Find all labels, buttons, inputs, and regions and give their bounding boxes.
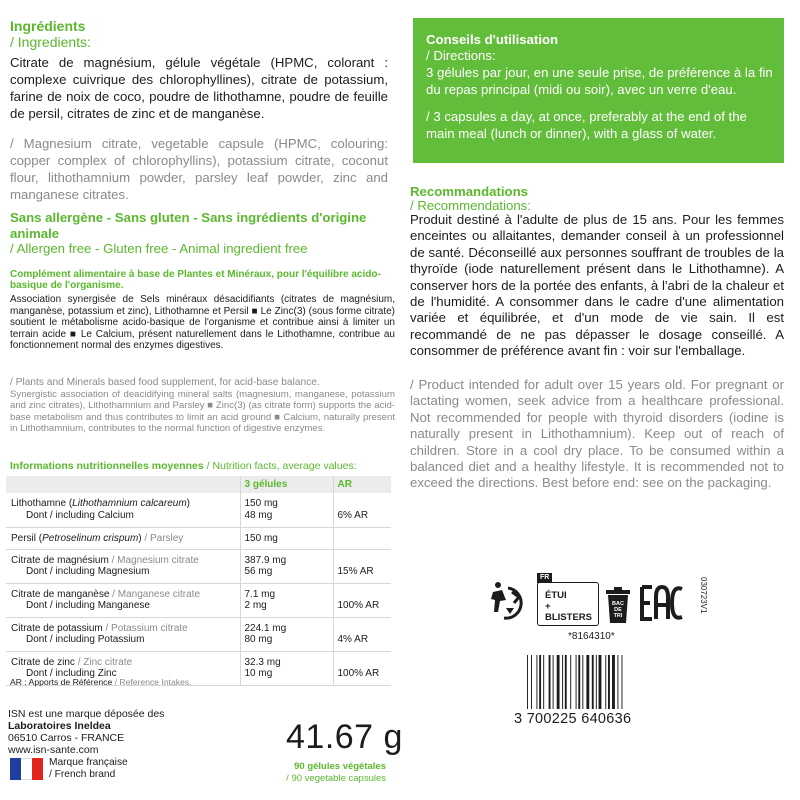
nutrition-title-fr: Informations nutritionnelles moyennes [10,460,204,472]
header-ar: AR [333,476,391,493]
recycling-label: ÉTUI + BLISTERS [537,582,599,626]
ingredients-text-fr: Citrate de magnésium, gélule végétale (HPMC, colorant : complexe cuivrique des chlorophyllines), citrate de potassium, farine de noix de coco, poudre de lithothamne, poudre de feuille de persil, citrates de zinc et de manganèse. [10,55,388,121]
recommendations-text-fr: Produit destiné à l'adulte de plus de 15 ans. Pour les femmes enceintes ou allaitantes, demander conseil à un professionnel de santé. Déconseillé aux personnes souffrant de troubles de la thyroïde (iode naturellement présent dans le Lithothamne). A conserver hors de la portée des enfants, à l'abri de la chaleur et de l'humidité. A consommer dans le cadre d'une alimentation variée et équilibrée, et d'un mode de vie sain. Il est recommandé de ne pas dépasser le dosage conseillé. A consommer de préférence avant fin : voir sur l'emballage. [410,212,784,359]
ingredients-title-en: / Ingredients: [10,34,91,50]
brand-line: ISN est une marque déposée des [8,708,165,720]
recommendations-title: Recommandations [410,184,528,199]
row-sub: Dont / including Zinc [26,668,117,679]
supplement-title-en: / Plants and Minerals based food supplement, for acid-base balance. [10,377,320,388]
row-sub-value: 2 mg [244,600,267,611]
ingredients-text-en: / Magnesium citrate, vegetable capsule (HPMC, colouring: copper complex of chlorophyllins), potassium citrate, coconut flour, lithothamnium powder, parsley leaf powder, zinc and manganese citrates. [10,136,388,202]
directions-title: Conseils d'utilisation [426,32,559,47]
barcode-icon [525,655,655,709]
row-sub-value: 80 mg [244,634,273,645]
allergen-free-en: / Allergen free - Gluten free - Animal ingredient free [10,241,308,256]
row-ar: 100% AR [337,600,380,611]
svg-text:BAC: BAC [612,601,624,607]
directions-title-en: / Directions: [426,48,496,63]
svg-text:TRI: TRI [613,613,623,619]
row-value: 32.3 mg [244,656,281,668]
recommendations-title-en: / Recommendations: [410,198,531,213]
header-dose: 3 gélules [240,476,333,493]
nutrition-table [6,476,391,686]
row-name: Citrate de magnésium / Magnesium citrate [11,554,199,566]
row-name: Citrate de manganèse / Manganese citrate [11,588,201,600]
row-value: 150 mg [244,532,278,544]
capsule-count-fr: 90 gélules végétales [294,761,386,772]
row-sub-value: 10 mg [244,668,273,679]
barcode-number: 3 700225 640636 [514,711,632,727]
fr-tag: FR [537,573,552,583]
nutrition-title-en: / Nutrition facts, average values: [203,460,357,472]
row-name: Citrate de potassium / Potassium citrate [11,622,188,634]
row-sub: Dont / including Potassium [26,634,145,645]
french-flag-icon [10,758,43,780]
directions-box [413,18,784,163]
row-value: 150 mg [244,498,278,509]
row-sub: Dont / including Calcium [26,509,134,521]
capsule-count-en: / 90 vegetable capsules [286,773,386,784]
row-ar: 15% AR [337,566,374,577]
svg-text:DE: DE [614,607,622,613]
supplement-text-en: Synergistic association of deacidifying mineral salts (magnesium, manganese, potassium and zinc citrates), Lithothamnium and Parsley ■ Zinc(3) (as citrate form) supports the acid-base metabolism and thus contributes to limit an acid ground ■ Calcium, naturally present in Lithothamnium, contributes to the normal function of digestive enzymes. [10,389,395,434]
row-value: 224.1 mg [244,622,287,634]
table-row [6,527,391,549]
triman-icon [486,578,526,622]
row-ar: 100% AR [337,668,380,679]
row-ar: 6% AR [337,509,369,521]
table-row [6,549,391,583]
lot-number: 030723V1 [699,577,708,614]
supplement-title-fr: Complément alimentaire à base de Plantes et Minéraux, pour l'équilibre acido-basique de l'organisme. [10,269,381,291]
row-sub-value: 48 mg [244,509,273,521]
row-name: Persil (Petroselinum crispum) / Parsley [11,532,184,544]
row-sub: Dont / including Magnesium [26,566,150,577]
header-empty-cell [6,476,240,493]
row-sub-value: 56 mg [244,566,273,577]
row-value: 7.1 mg [244,588,276,600]
directions-text-fr: 3 gélules par jour, en une seule prise, de préférence à la fin du repas principal (midi ou soir), avec un verre d'eau. [426,65,773,97]
row-value: 387.9 mg [244,554,287,566]
french-brand-label: Marque française / French brand [49,757,128,780]
row-ar: 4% AR [337,634,369,645]
row-name: Lithothamne (Lithothamnium calcareum) [11,498,190,509]
net-weight: 41.67 g [286,718,403,756]
brand-address: 06510 Carros - FRANCE [8,732,125,744]
recycling-bin-icon [605,586,631,624]
ar-note: AR : Apports de Référence / Reference Intakes. [10,677,192,687]
nutrition-table-header [6,476,391,493]
recommendations-text-en: / Product intended for adult over 15 years old. For pregnant or lactating women, seek advice from a healthcare professional. Not recommended for people with thyroid disorders (iodine is naturally present in Lithothamnium). Keep out of reach of children. Store in a cool dry place. To be consumed within a balanced diet and a healthy lifestyle. It is recommended not to exceed the directions. Best before end: see on the packaging. [410,377,784,491]
table-row [6,583,391,617]
table-row [6,617,391,651]
row-sub: Dont / including Manganese [26,600,150,611]
ingredients-title: Ingrédients [10,18,86,34]
internal-code: *8164310* [568,631,615,642]
brand-website: www.isn-sante.com [8,744,99,756]
eac-mark-icon [640,585,684,621]
allergen-free-fr: Sans allergène - Sans gluten - Sans ingrédients d'origine animale [10,210,367,241]
directions-text-en: / 3 capsules a day, at once, preferably at the end of the main meal (lunch or dinner), with a glass of water. [426,109,747,141]
nutrition-title [10,460,357,472]
supplement-text-fr: Association synergisée de Sels minéraux désacidifiants (citrates de magnésium, manganèse, potassium et zinc), Lithothamne et Persil ■ Le Zinc(3) (sous forme citrate) soutient le métabolisme acido-basique de l'organisme et contribue ainsi à limiter un terrain acide ■ Le Calcium, présent naturellement dans le Lithothamne, contribue au fonctionnement normal des enzymes digestives. [10,294,395,351]
brand-info [8,708,164,756]
brand-company: Laboratoires Ineldea [8,720,111,732]
row-name: Citrate de zinc / Zinc citrate [11,656,133,668]
table-row [6,493,391,527]
